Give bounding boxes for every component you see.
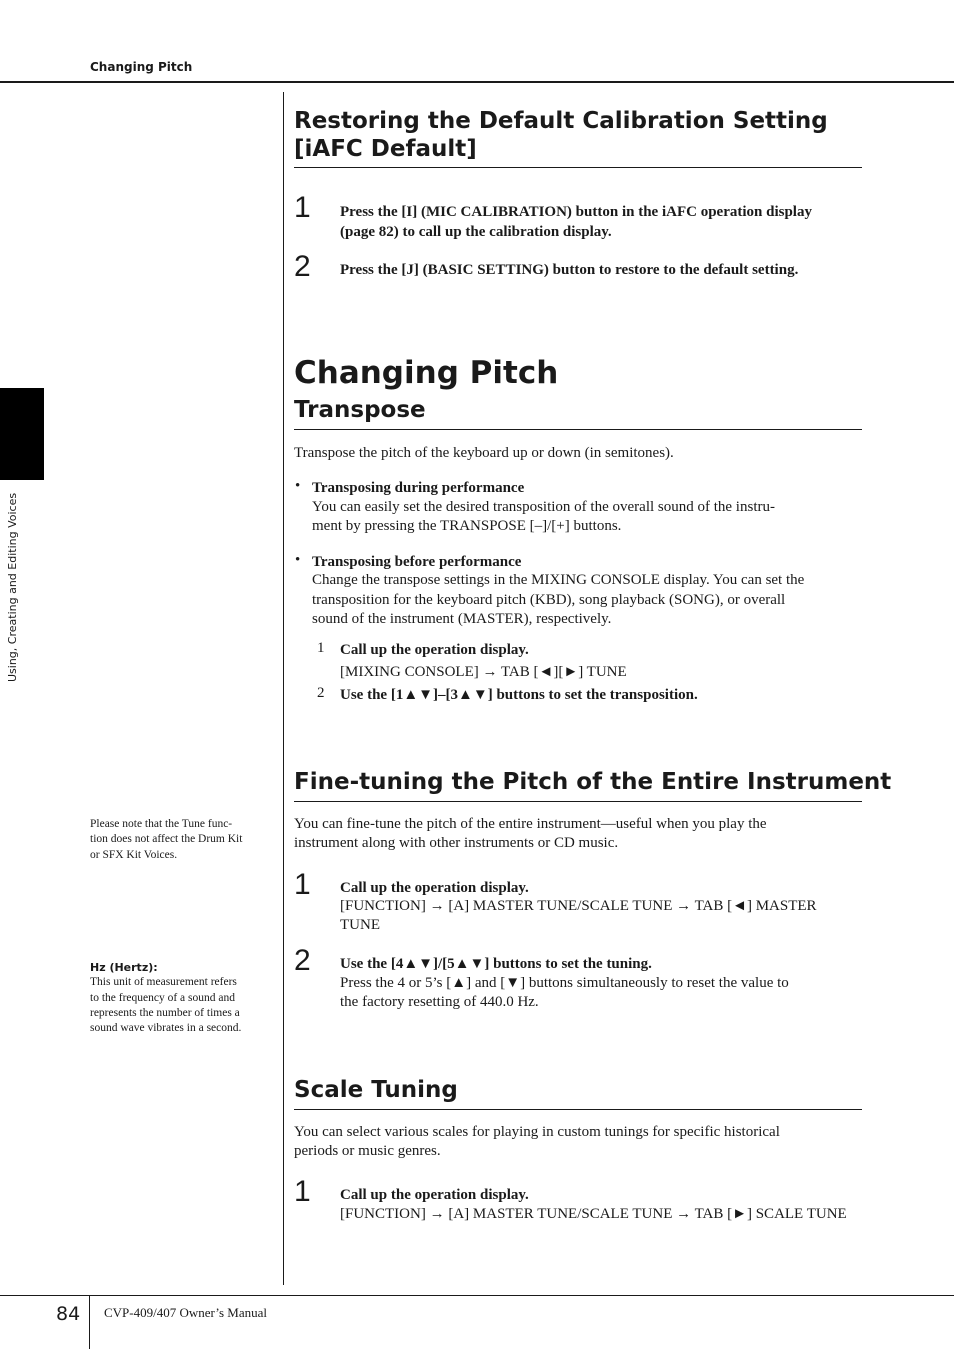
chapter-tab-label: Using, Creating and Editing Voices: [6, 492, 19, 682]
finetune-step1-path-line1: [FUNCTION] → [A] MASTER TUNE/SCALE TUNE → TAB [◄] MASTER: [340, 898, 817, 914]
transpose-sub1-text: Call up the operation display.: [340, 642, 529, 658]
finetune-step2-line1: Press the 4 or 5’s [▲] and [▼] buttons simultaneously to reset the value to: [340, 975, 789, 991]
hz-note-line3: represents the number of times a: [90, 1006, 240, 1019]
page-title: Changing Pitch: [294, 355, 559, 391]
footer-rule: [0, 1295, 954, 1296]
scale-heading: Scale Tuning: [294, 1077, 458, 1103]
tune-note-line3: or SFX Kit Voices.: [90, 848, 178, 861]
finetune-step2-text: Use the [4▲▼]/[5▲▼] buttons to set the tuning.: [340, 956, 652, 972]
running-header: Changing Pitch: [90, 60, 193, 74]
iafc-step1-line2: (page 82) to call up the calibration display.: [340, 224, 612, 240]
bullet1-line2: ment by pressing the TRANSPOSE [–]/[+] buttons.: [312, 518, 622, 534]
finetune-intro-line2: instrument along with other instruments or CD music.: [294, 835, 619, 851]
transpose-sub2-text: Use the [1▲▼]–[3▲▼] buttons to set the transposition.: [340, 687, 698, 703]
footer-divider: [89, 1296, 90, 1349]
bullet1-line1: You can easily set the desired transposition of the overall sound of the instru-: [312, 499, 775, 515]
iafc-heading-line2: [iAFC Default]: [294, 136, 477, 162]
column-divider: [283, 92, 284, 1285]
bullet2-line2: transposition for the keyboard pitch (KBD), song playback (SONG), or overall: [312, 592, 786, 608]
scale-heading-rule: [294, 1109, 862, 1110]
finetune-step2-number: 2: [294, 944, 311, 977]
iafc-heading-line1: Restoring the Default Calibration Setting: [294, 108, 828, 134]
finetune-intro-line1: You can fine-tune the pitch of the entire instrument—useful when you play the: [294, 816, 767, 832]
bullet1-title: Transposing during performance: [312, 480, 525, 496]
transpose-sub1-path: [MIXING CONSOLE] → TAB [◄][►] TUNE: [340, 664, 627, 680]
transpose-heading-rule: [294, 429, 862, 430]
iafc-step1-line1: Press the [I] (MIC CALIBRATION) button in the iAFC operation display: [340, 204, 812, 220]
bullet-1: •: [295, 478, 301, 494]
iafc-step1-number: 1: [294, 191, 311, 224]
finetune-step1-path-line2: TUNE: [340, 917, 380, 933]
tune-note-line1: Please note that the Tune func-: [90, 818, 233, 830]
transpose-sub2-number: 2: [317, 685, 325, 701]
bullet2-line1: Change the transpose settings in the MIXING CONSOLE display. You can set the: [312, 572, 805, 588]
iafc-step2-number: 2: [294, 250, 311, 283]
page-number: 84: [56, 1303, 81, 1325]
tune-note: [90, 817, 272, 863]
hz-note-line2: to the frequency of a sound and: [90, 991, 235, 1004]
finetune-heading: Fine-tuning the Pitch of the Entire Instrument: [294, 769, 892, 795]
finetune-heading-rule: [294, 801, 862, 802]
manual-title: CVP-409/407 Owner’s Manual: [104, 1305, 267, 1320]
bullet2-title: Transposing before performance: [312, 554, 522, 570]
scale-intro-line1: You can select various scales for playing in custom tunings for specific historical: [294, 1124, 780, 1140]
hz-note: [90, 960, 272, 1036]
hz-note-line1: This unit of measurement refers: [90, 976, 237, 989]
iafc-step2-text: Press the [J] (BASIC SETTING) button to restore to the default setting.: [340, 262, 799, 278]
scale-step1-path: [FUNCTION] → [A] MASTER TUNE/SCALE TUNE → TAB [►] SCALE TUNE: [340, 1206, 847, 1222]
header-rule: [0, 81, 954, 83]
iafc-heading-rule: [294, 167, 862, 168]
scale-intro-line2: periods or music genres.: [294, 1143, 441, 1159]
scale-step1-text: Call up the operation display.: [340, 1187, 529, 1203]
tune-note-line2: tion does not affect the Drum Kit: [90, 833, 243, 846]
finetune-step2-line2: the factory resetting of 440.0 Hz.: [340, 994, 539, 1010]
scale-step1-number: 1: [294, 1175, 311, 1208]
finetune-step1-number: 1: [294, 868, 311, 901]
transpose-sub1-number: 1: [317, 640, 325, 656]
transpose-intro: Transpose the pitch of the keyboard up or down (in semitones).: [294, 445, 674, 461]
bullet-2: •: [295, 552, 301, 568]
hz-note-line4: sound wave vibrates in a second.: [90, 1022, 242, 1035]
hz-note-title: Hz (Hertz):: [90, 961, 158, 974]
chapter-tab: [0, 388, 44, 480]
bullet2-line3: sound of the instrument (MASTER), respectively.: [312, 611, 612, 627]
transpose-heading: Transpose: [294, 397, 426, 423]
finetune-step1-text: Call up the operation display.: [340, 880, 529, 896]
